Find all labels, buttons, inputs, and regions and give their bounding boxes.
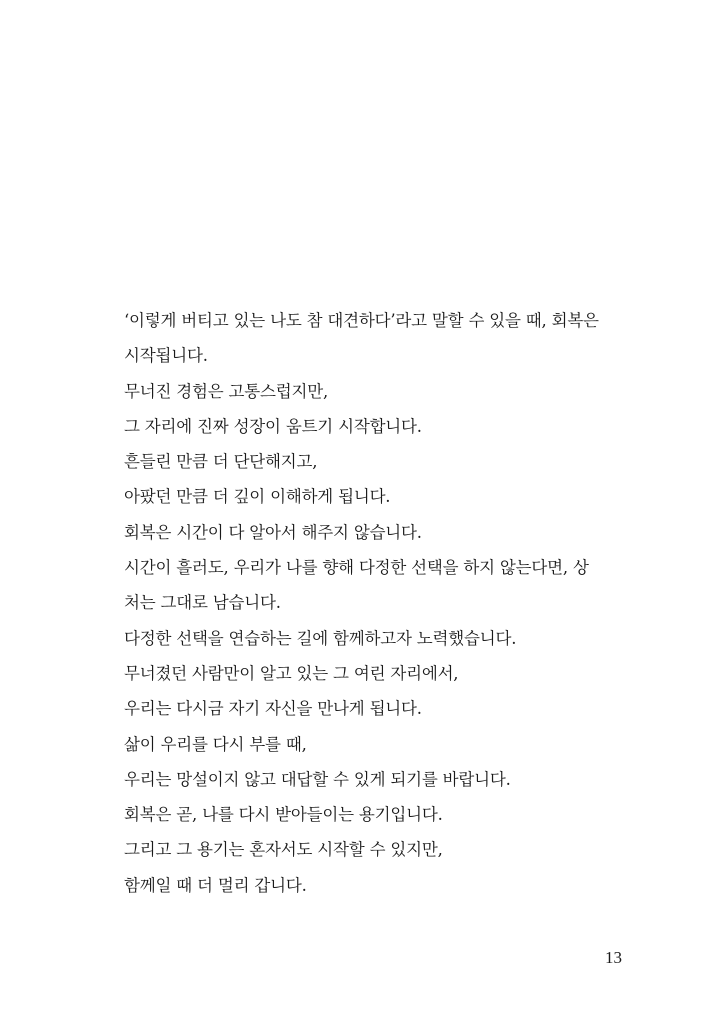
text-line: 아팠던 만큼 더 깊이 이해하게 됩니다. xyxy=(124,487,391,507)
text-line: 시작됩니다. xyxy=(124,346,208,366)
text-line: 흔들린 만큼 더 단단해지고, xyxy=(124,452,318,472)
text-line: 그리고 그 용기는 혼자서도 시작할 수 있지만, xyxy=(124,840,443,860)
text-line: ‘이렇게 버티고 있는 나도 참 대견하다’라고 말할 수 있을 때, 회복은 xyxy=(124,311,599,330)
text-line: 처는 그대로 남습니다. xyxy=(124,593,281,613)
text-line: 무너졌던 사람만이 알고 있는 그 여린 자리에서, xyxy=(124,663,459,683)
text-line: 그 자리에 진짜 성장이 움트기 시작합니다. xyxy=(124,416,422,436)
text-line: 함께일 때 더 멀리 갑니다. xyxy=(124,875,307,895)
text-line: 시간이 흘러도, 우리가 나를 향해 다정한 선택을 하지 않는다면, 상 xyxy=(124,558,589,578)
text-line: 다정한 선택을 연습하는 길에 함께하고자 노력했습니다. xyxy=(124,628,517,648)
text-line: 무너진 경험은 고통스럽지만, xyxy=(124,381,329,401)
page-number: 13 xyxy=(605,948,622,967)
text-line: 회복은 시간이 다 알아서 해주지 않습니다. xyxy=(124,522,422,542)
text-line: 우리는 망설이지 않고 대답할 수 있게 되기를 바랍니다. xyxy=(124,769,511,789)
body-text xyxy=(124,303,624,903)
text-line: 우리는 다시금 자기 자신을 만나게 됩니다. xyxy=(124,699,422,719)
text-line: 회복은 곧, 나를 다시 받아들이는 용기입니다. xyxy=(124,805,443,825)
text-line: 삶이 우리를 다시 부를 때, xyxy=(124,734,307,754)
